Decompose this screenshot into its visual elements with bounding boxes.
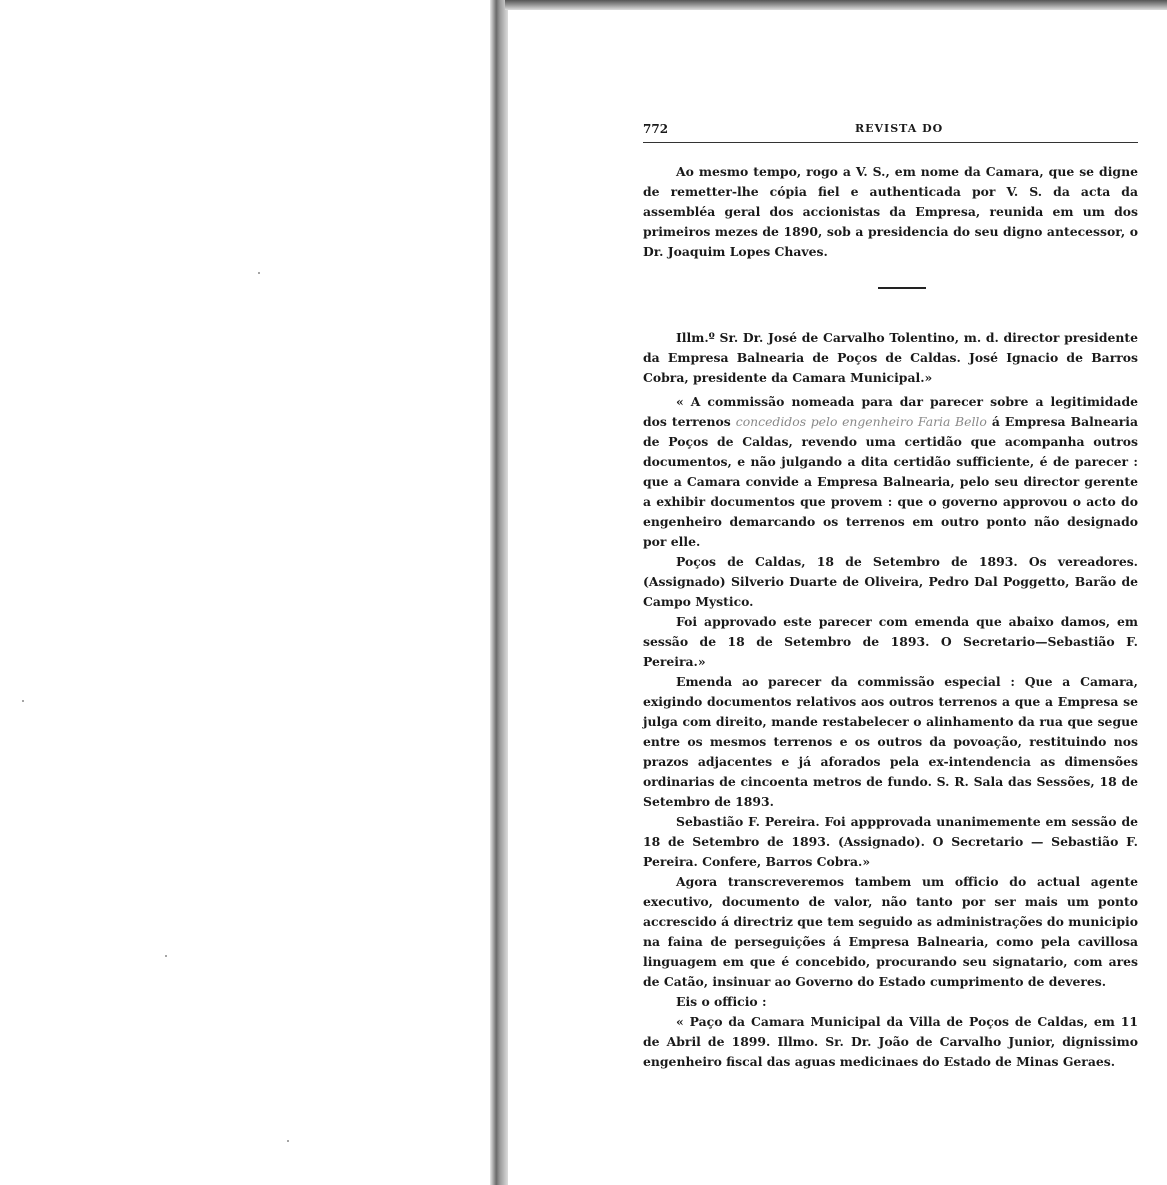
page-top-edge: [505, 0, 1167, 10]
paper-speck: [22, 700, 24, 702]
paragraph: « Paço da Camara Municipal da Villa de Poços de Caldas, em 11 de Abril de 1899. Illmo. Sr. Dr. João de Carvalho Junior, dignissimo engenheiro fiscal das aguas medicinaes do Estado de Minas Geraes.: [643, 1014, 1138, 1069]
paper-speck: [287, 1140, 289, 1142]
paragraph: Sebastião F. Pereira. Foi appprovada unanimemente em sessão de 18 de Setembro de 1893. (Assignado). O Secretario — Sebastião F. Pereira. Confere, Barros Cobra.»: [643, 814, 1138, 869]
book-gutter: [490, 0, 508, 1185]
page-number: 772: [643, 122, 669, 136]
paragraph: Eis o officio :: [676, 994, 767, 1009]
left-page-blank: [0, 0, 492, 1185]
text-block-main: [643, 328, 1138, 1072]
running-head: REVISTA DO: [855, 122, 944, 135]
right-page: [508, 10, 1167, 1185]
paper-speck: [165, 955, 167, 957]
paragraph: Illm.º Sr. Dr. José de Carvalho Tolentino, m. d. director presidente da Empresa Balnearia de Poços de Caldas. José Ignacio de Barros Cobra, presidente da Camara Municipal.»: [643, 330, 1138, 385]
paper-speck: [258, 272, 260, 274]
paragraph: Poços de Caldas, 18 de Setembro de 1893. Os vereadores. (Assignado) Silverio Duarte de Oliveira, Pedro Dal Poggetto, Barão de Campo Mystico.: [643, 554, 1138, 609]
paragraph: Foi approvado este parecer com emenda que abaixo damos, em sessão de 18 de Setembro de 1893. O Secretario—Sebastião F. Pereira.»: [643, 614, 1138, 669]
paragraph: Ao mesmo tempo, rogo a V. S., em nome da Camara, que se digne de remetter-lhe cópia fiel e authenticada por V. S. da acta da assembléa geral dos accionistas da Empresa, reunida em um dos primeiros mezes de 1890, sob a presidencia do seu digno antecessor, o Dr. Joaquim Lopes Chaves.: [643, 164, 1138, 259]
italic-phrase: concedidos pelo engenheiro Faria Bello: [735, 414, 987, 429]
paragraph: Emenda ao parecer da commissão especial : Que a Camara, exigindo documentos relativos aos outros terrenos a que a Empresa se julga com direito, mande restabelecer o alinhamento da rua que segue entre os mesmos terrenos e os outros da povoação, restituindo nos prazos adjacentes e já aforados pela ex-intendencia as dimensões ordinarias de cincoenta metros de fundo. S. R. Sala das Sessões, 18 de Setembro de 1893.: [643, 674, 1138, 809]
paragraph: « A commissão nomeada para dar parecer sobre a legitimidade dos terrenos concedidos pelo engenheiro Faria Bello á Empresa Balnearia de Poços de Caldas, revendo uma certidão que acompanha outros documentos, e não julgando a dita certidão sufficiente, é de parecer : que a Camara convide a Empresa Balnearia, pelo seu director gerente a exhibir documentos que provem : que o governo approvou o acto do engenheiro demarcando os terrenos em outro ponto não designado por elle.: [643, 394, 1138, 549]
page-header: [643, 122, 1138, 143]
text-block-top: [643, 162, 1138, 262]
paragraph: Agora transcreveremos tambem um officio do actual agente executivo, documento de valor, não tanto por ser mais um ponto accrescido á directriz que tem seguido as administrações do municipio na faina de perseguições á Empresa Balnearia, como pela cavillosa linguagem em que é concebido, procurando seu signatario, com ares de Catão, insinuar ao Governo do Estado cumprimento de deveres.: [643, 874, 1138, 989]
section-divider: [878, 287, 926, 289]
